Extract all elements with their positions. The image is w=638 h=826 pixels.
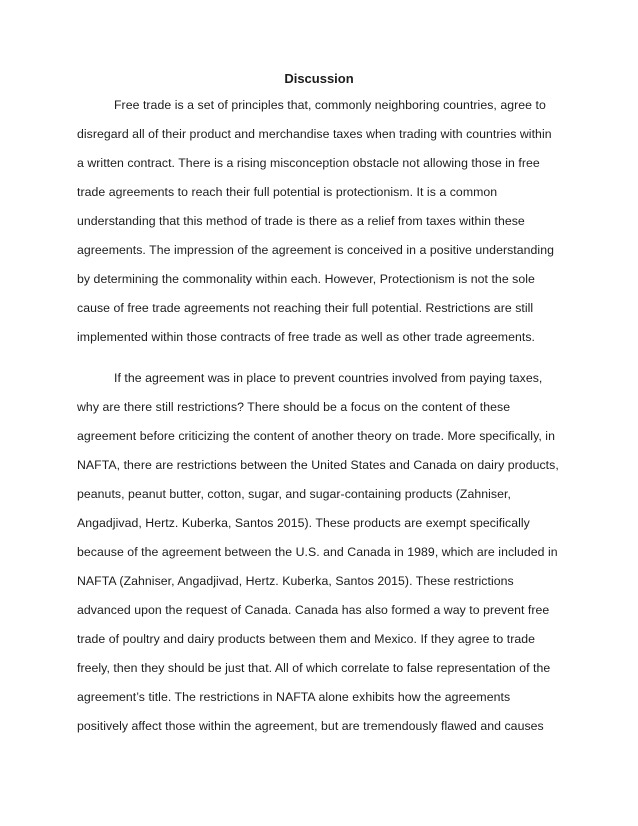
paragraph-2-line-4: NAFTA, there are restrictions between the United States and Canada on dairy products,	[77, 458, 559, 472]
paragraph-2-line-5: peanuts, peanut butter, cotton, sugar, and sugar-containing products (Zahniser,	[77, 487, 511, 501]
paragraph-1-line-7: by determining the commonality within each. However, Protectionism is not the sole	[77, 272, 535, 286]
paragraph-2-line-7: because of the agreement between the U.S. and Canada in 1989, which are included in	[77, 545, 558, 559]
paragraph-1-line-3: a written contract. There is a rising misconception obstacle not allowing those in free	[77, 156, 540, 170]
paragraph-2-line-12: agreement’s title. The restrictions in NAFTA alone exhibits how the agreements	[77, 690, 511, 704]
section-heading: Discussion	[284, 71, 354, 86]
paragraph-2-line-2: why are there still restrictions? There should be a focus on the content of these	[77, 400, 511, 414]
paragraph-2-line-1: If the agreement was in place to prevent countries involved from paying taxes,	[114, 371, 543, 385]
paragraph-2-line-8: NAFTA (Zahniser, Angadjivad, Hertz. Kuberka, Santos 2015). These restrictions	[77, 574, 514, 588]
paragraph-1-line-1: Free trade is a set of principles that, commonly neighboring countries, agree to	[114, 98, 546, 112]
paragraph-2-line-3: agreement before criticizing the content of another theory on trade. More specifically, in	[77, 429, 555, 443]
paragraph-1-line-2: disregard all of their product and merchandise taxes when trading with countries within	[77, 127, 552, 141]
paragraph-2-line-10: trade of poultry and dairy products between them and Mexico. If they agree to trade	[77, 632, 536, 646]
paragraph-1-line-5: understanding that this method of trade is there as a relief from taxes within these	[77, 214, 525, 228]
paragraph-1-line-9: implemented within those contracts of free trade as well as other trade agreements.	[77, 330, 535, 344]
paragraph-2-line-13: positively affect those within the agreement, but are tremendously flawed and causes	[77, 719, 544, 733]
paragraph-2-line-11: freely, then they should be just that. All of which correlate to false representation of the	[77, 661, 551, 675]
paragraph-2-line-6: Angadjivad, Hertz. Kuberka, Santos 2015). These products are exempt specifically	[77, 516, 530, 530]
paragraph-1-line-8: cause of free trade agreements not reaching their full potential. Restrictions are still	[77, 301, 534, 315]
paragraph-1-line-4: trade agreements to reach their full potential is protectionism. It is a common	[77, 185, 498, 199]
paragraph-2-line-9: advanced upon the request of Canada. Canada has also formed a way to prevent free	[77, 603, 550, 617]
paragraph-1-line-6: agreements. The impression of the agreement is conceived in a positive understanding	[77, 243, 554, 257]
